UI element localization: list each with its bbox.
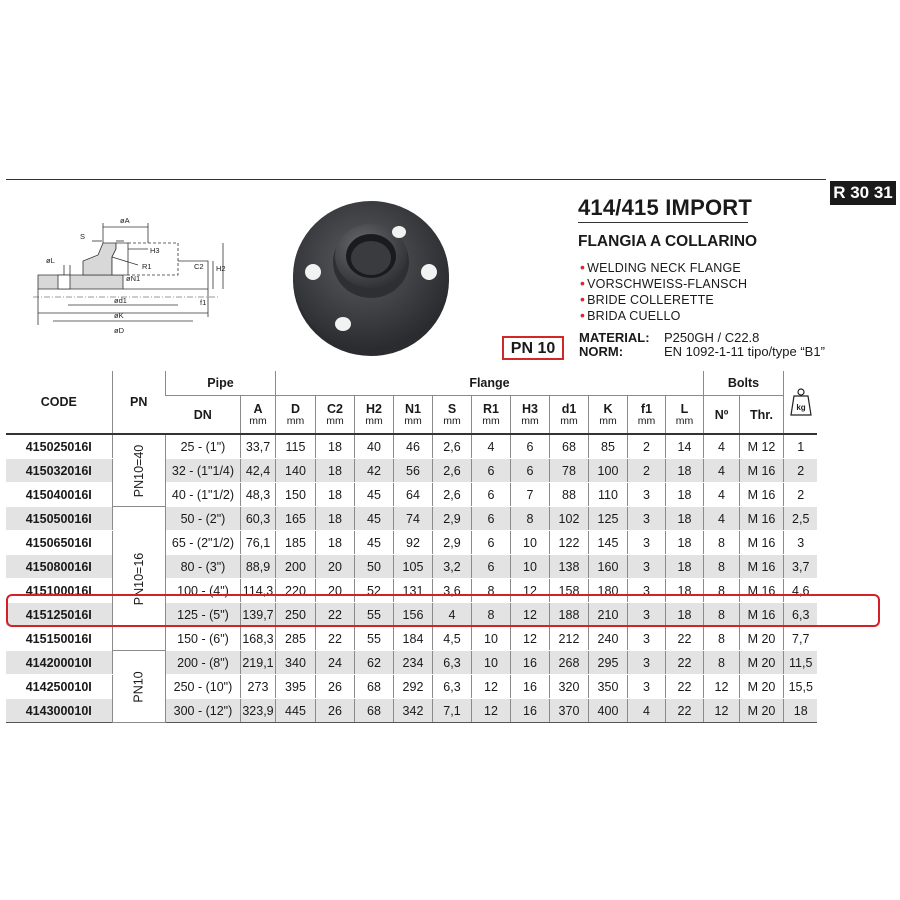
group-header-flange: Flange (275, 371, 703, 396)
table-cell: 3 (627, 531, 665, 555)
table-cell: 6 (471, 531, 510, 555)
table-cell: 42 (354, 459, 393, 483)
label-oA: øA (120, 216, 130, 225)
catalog-code-badge: R 30 31 (830, 181, 896, 205)
table-cell: 4 (703, 507, 739, 531)
table-cell: 24 (315, 651, 354, 675)
table-cell: 88 (549, 483, 588, 507)
label-od1: ød1 (114, 296, 127, 305)
table-cell: 68 (354, 675, 393, 699)
table-cell: 138 (549, 555, 588, 579)
table-cell: 4,6 (783, 579, 817, 603)
table-cell: M 20 (739, 699, 783, 723)
table-cell: 7,1 (432, 699, 471, 723)
table-cell: 165 (275, 507, 315, 531)
table-cell: 7,7 (783, 627, 817, 651)
table-cell: 114,3 (240, 579, 275, 603)
table-cell: 3 (627, 579, 665, 603)
cell-code: 415080016I (6, 555, 112, 579)
table-cell: 6,3 (432, 675, 471, 699)
translation-line: • BRIDE COLLERETTE (580, 291, 714, 307)
table-cell: 46 (393, 434, 432, 459)
table-cell: 25 - (1") (165, 434, 240, 459)
table-cell: 18 (665, 555, 703, 579)
table-cell: 350 (588, 675, 627, 699)
table-cell: 14 (665, 434, 703, 459)
table-cell: 3,7 (783, 555, 817, 579)
table-cell: 8 (703, 627, 739, 651)
table-cell: 42,4 (240, 459, 275, 483)
svg-text:kg: kg (796, 403, 806, 412)
table-cell: 68 (354, 699, 393, 723)
cell-code: 415100016I (6, 579, 112, 603)
table-cell: 12 (510, 579, 549, 603)
cell-code: 415032016I (6, 459, 112, 483)
table-cell: 33,7 (240, 434, 275, 459)
table-cell: 8 (703, 651, 739, 675)
table-cell: 6 (471, 555, 510, 579)
col-header-flange-h3: H3 mm (510, 396, 549, 435)
label-H3: H3 (150, 246, 160, 255)
table-cell: 3,2 (432, 555, 471, 579)
table-cell: 8 (471, 603, 510, 627)
table-cell: 185 (275, 531, 315, 555)
table-cell: 340 (275, 651, 315, 675)
table-cell: 8 (703, 531, 739, 555)
col-header-flange-s: S mm (432, 396, 471, 435)
table-cell: 52 (354, 579, 393, 603)
cell-code: 415150016I (6, 627, 112, 651)
table-cell: 3 (783, 531, 817, 555)
pn-group-label: PN10=16 (131, 552, 146, 605)
table-cell: 295 (588, 651, 627, 675)
top-rule (6, 179, 826, 180)
table-cell: 8 (703, 579, 739, 603)
title-underline (578, 222, 748, 223)
group-header-bolts: Bolts (703, 371, 783, 396)
table-cell: 10 (510, 555, 549, 579)
table-cell: 50 (354, 555, 393, 579)
col-header-bolts-1: Thr. (739, 396, 783, 435)
table-cell: 16 (510, 699, 549, 723)
table-cell: 240 (588, 627, 627, 651)
norm-label: NORM: (579, 344, 624, 359)
table-cell: 18 (315, 434, 354, 459)
table-cell: 4 (703, 434, 739, 459)
col-header-pn: PN (112, 371, 165, 434)
table-cell: 4 (627, 699, 665, 723)
table-cell: 100 - (4") (165, 579, 240, 603)
table-cell: 22 (665, 651, 703, 675)
table-cell: 55 (354, 603, 393, 627)
table-cell: 80 - (3") (165, 555, 240, 579)
table-cell: 3 (627, 507, 665, 531)
table-cell: 140 (275, 459, 315, 483)
table-cell: 26 (315, 675, 354, 699)
table-cell: 2,5 (783, 507, 817, 531)
translation-line: • WELDING NECK FLANGE (580, 259, 741, 275)
bullet-icon: • (580, 291, 586, 307)
table-cell: 234 (393, 651, 432, 675)
flange-cross-section-drawing (28, 205, 238, 345)
table-cell: 6,3 (432, 651, 471, 675)
table-cell: 3 (627, 627, 665, 651)
pn-group-cell (112, 434, 165, 507)
table-cell: 40 - (1"1/2) (165, 483, 240, 507)
table-cell: 210 (588, 603, 627, 627)
table-cell: 12 (703, 675, 739, 699)
table-cell: 12 (510, 627, 549, 651)
col-header-bolts-0: Nº (703, 396, 739, 435)
col-header-flange-k: K mm (588, 396, 627, 435)
table-cell: 22 (665, 699, 703, 723)
table-cell: 273 (240, 675, 275, 699)
label-oK: øK (114, 311, 124, 320)
table-cell: 3 (627, 483, 665, 507)
table-cell: 40 (354, 434, 393, 459)
table-cell: 400 (588, 699, 627, 723)
col-header-flange-c2: C2 mm (315, 396, 354, 435)
table-cell: 68 (549, 434, 588, 459)
table-cell: 18 (665, 531, 703, 555)
table-cell: 4 (703, 459, 739, 483)
specification-table (6, 371, 817, 723)
table-cell: M 16 (739, 555, 783, 579)
table-cell: 16 (510, 675, 549, 699)
pn-group-label: PN10 (131, 670, 146, 703)
table-cell: 18 (665, 579, 703, 603)
label-S: S (80, 232, 86, 241)
table-row (6, 507, 817, 531)
translation-line: • BRIDA CUELLO (580, 307, 681, 323)
table-cell: 7 (510, 483, 549, 507)
table-cell: 370 (549, 699, 588, 723)
col-header-flange-d: D mm (275, 396, 315, 435)
table-cell: 12 (703, 699, 739, 723)
label-oD: øD (114, 326, 124, 335)
product-title: 414/415 IMPORT (578, 195, 752, 220)
table-cell: 2 (627, 459, 665, 483)
table-cell: 2 (627, 434, 665, 459)
table-cell: 2 (783, 483, 817, 507)
table-cell: 88,9 (240, 555, 275, 579)
table-cell: 285 (275, 627, 315, 651)
table-cell: 115 (275, 434, 315, 459)
table-cell: 10 (471, 651, 510, 675)
cell-code: 414250010I (6, 675, 112, 699)
table-cell: 158 (549, 579, 588, 603)
table-cell: 76,1 (240, 531, 275, 555)
table-cell: 2,6 (432, 459, 471, 483)
table-cell: 188 (549, 603, 588, 627)
table-cell: 268 (549, 651, 588, 675)
table-cell: 11,5 (783, 651, 817, 675)
cell-code: 415025016I (6, 434, 112, 459)
table-cell: 18 (783, 699, 817, 723)
table-cell: 150 (275, 483, 315, 507)
cell-code: 414300010I (6, 699, 112, 723)
table-cell: 56 (393, 459, 432, 483)
table-cell: 250 - (10") (165, 675, 240, 699)
cell-code: 415065016I (6, 531, 112, 555)
col-header-pipe-a: A mm (240, 396, 275, 435)
table-cell: 395 (275, 675, 315, 699)
table-cell: 2,6 (432, 434, 471, 459)
pn-badge: PN 10 (502, 336, 564, 360)
table-cell: 6 (471, 459, 510, 483)
table-cell: 12 (510, 603, 549, 627)
cell-code: 415125016I (6, 603, 112, 627)
table-cell: 45 (354, 507, 393, 531)
table-cell: M 20 (739, 675, 783, 699)
table-cell: 320 (549, 675, 588, 699)
table-cell: 55 (354, 627, 393, 651)
table-cell: 125 (588, 507, 627, 531)
weight-column-header (783, 371, 817, 434)
table-cell: 6 (510, 434, 549, 459)
table-cell: 3 (627, 675, 665, 699)
table-cell: M 16 (739, 507, 783, 531)
table-cell: 139,7 (240, 603, 275, 627)
table-cell: 250 (275, 603, 315, 627)
table-cell: 445 (275, 699, 315, 723)
table-cell: 3 (627, 555, 665, 579)
table-cell: 62 (354, 651, 393, 675)
table-cell: 160 (588, 555, 627, 579)
table-cell: 18 (665, 507, 703, 531)
pn-group-label: PN10=40 (131, 444, 146, 497)
col-header-flange-n1: N1 mm (393, 396, 432, 435)
translation-line: • VORSCHWEISS-FLANSCH (580, 275, 748, 291)
table-cell: M 20 (739, 627, 783, 651)
table-cell: 8 (703, 555, 739, 579)
table-cell: 220 (275, 579, 315, 603)
col-header-flange-d1: d1 mm (549, 396, 588, 435)
table-cell: 10 (471, 627, 510, 651)
table-cell: 323,9 (240, 699, 275, 723)
table-cell: 2,9 (432, 507, 471, 531)
table-cell: 18 (665, 459, 703, 483)
table-cell: 10 (510, 531, 549, 555)
label-H2: H2 (216, 264, 226, 273)
flange-product-photo (290, 196, 452, 358)
table-cell: 2,9 (432, 531, 471, 555)
table-cell: 342 (393, 699, 432, 723)
table-cell: 22 (315, 603, 354, 627)
table-body (6, 434, 817, 723)
table-cell: 3,6 (432, 579, 471, 603)
weight-icon (790, 387, 812, 417)
table-cell: 6 (471, 483, 510, 507)
table-cell: 16 (510, 651, 549, 675)
table-cell: 18 (315, 483, 354, 507)
table-cell: 131 (393, 579, 432, 603)
table-cell: 12 (471, 699, 510, 723)
table-cell: 92 (393, 531, 432, 555)
table-cell: 300 - (12") (165, 699, 240, 723)
table-cell: 200 (275, 555, 315, 579)
table-cell: 50 - (2") (165, 507, 240, 531)
bullet-icon: • (580, 259, 586, 275)
table-cell: M 16 (739, 531, 783, 555)
table-cell: 22 (665, 675, 703, 699)
label-f1: f1 (200, 298, 207, 307)
table-cell: M 16 (739, 603, 783, 627)
bullet-icon: • (580, 275, 586, 291)
table-cell: 20 (315, 579, 354, 603)
label-C2: C2 (194, 262, 204, 271)
table-cell: 18 (315, 531, 354, 555)
table-cell: 32 - (1"1/4) (165, 459, 240, 483)
table-cell: 150 - (6") (165, 627, 240, 651)
table-cell: 6,3 (783, 603, 817, 627)
table-cell: 60,3 (240, 507, 275, 531)
table-cell: 26 (315, 699, 354, 723)
pn-group-cell (112, 507, 165, 651)
table-cell: 85 (588, 434, 627, 459)
table-cell: M 20 (739, 651, 783, 675)
table-cell: M 12 (739, 434, 783, 459)
table-cell: 110 (588, 483, 627, 507)
product-subtitle: FLANGIA A COLLARINO (578, 233, 758, 250)
pn-group-cell (112, 651, 165, 723)
label-R1: R1 (142, 262, 152, 271)
table-cell: 292 (393, 675, 432, 699)
table-cell: 22 (315, 627, 354, 651)
table-cell: 8 (703, 603, 739, 627)
table-cell: 4 (432, 603, 471, 627)
table-cell: 18 (665, 603, 703, 627)
table-cell: 6 (471, 507, 510, 531)
table-cell: 74 (393, 507, 432, 531)
table-cell: 8 (471, 579, 510, 603)
table-cell: 18 (665, 483, 703, 507)
table-cell: 12 (471, 675, 510, 699)
label-oL: øL (46, 256, 55, 265)
table-cell: M 16 (739, 483, 783, 507)
col-header-flange-f1: f1 mm (627, 396, 665, 435)
col-header-pipe-dn: DN (165, 396, 240, 435)
cell-code: 415040016I (6, 483, 112, 507)
table-cell: 2,6 (432, 483, 471, 507)
material-label: MATERIAL: (579, 330, 650, 345)
table-cell: 15,5 (783, 675, 817, 699)
table-cell: 4 (471, 434, 510, 459)
table-cell: 102 (549, 507, 588, 531)
table-cell: 100 (588, 459, 627, 483)
table-cell: 8 (510, 507, 549, 531)
table-cell: M 16 (739, 579, 783, 603)
cell-code: 415050016I (6, 507, 112, 531)
table-cell: 122 (549, 531, 588, 555)
table-cell: 18 (315, 507, 354, 531)
table-cell: 184 (393, 627, 432, 651)
col-header-code: CODE (6, 371, 112, 434)
col-header-flange-r1: R1 mm (471, 396, 510, 435)
material-value: P250GH / C22.8 (664, 330, 760, 345)
table-cell: 6 (510, 459, 549, 483)
table-cell: 219,1 (240, 651, 275, 675)
table-cell: 3 (627, 651, 665, 675)
group-header-pipe: Pipe (165, 371, 275, 396)
table-cell: 20 (315, 555, 354, 579)
table-cell: 168,3 (240, 627, 275, 651)
table-cell: 45 (354, 483, 393, 507)
table-cell: 48,3 (240, 483, 275, 507)
bullet-icon: • (580, 307, 586, 323)
table-cell: 212 (549, 627, 588, 651)
table-cell: 18 (315, 459, 354, 483)
table-cell: 64 (393, 483, 432, 507)
table-cell: 156 (393, 603, 432, 627)
table-cell: 125 - (5") (165, 603, 240, 627)
table-cell: 1 (783, 434, 817, 459)
table-cell: 145 (588, 531, 627, 555)
col-header-flange-l: L mm (665, 396, 703, 435)
table-row (6, 434, 817, 459)
table-cell: M 16 (739, 459, 783, 483)
table-cell: 4,5 (432, 627, 471, 651)
table-row (6, 651, 817, 675)
table-cell: 65 - (2"1/2) (165, 531, 240, 555)
table-cell: 2 (783, 459, 817, 483)
label-oN1: øN1 (126, 274, 141, 283)
table-cell: 180 (588, 579, 627, 603)
table-cell: 4 (703, 483, 739, 507)
table-cell: 22 (665, 627, 703, 651)
cell-code: 414200010I (6, 651, 112, 675)
table-cell: 78 (549, 459, 588, 483)
table-cell: 105 (393, 555, 432, 579)
table-cell: 200 - (8") (165, 651, 240, 675)
table-cell: 3 (627, 603, 665, 627)
table-cell: 45 (354, 531, 393, 555)
col-header-flange-h2: H2 mm (354, 396, 393, 435)
norm-value: EN 1092-1-11 tipo/type “B1” (664, 344, 825, 359)
